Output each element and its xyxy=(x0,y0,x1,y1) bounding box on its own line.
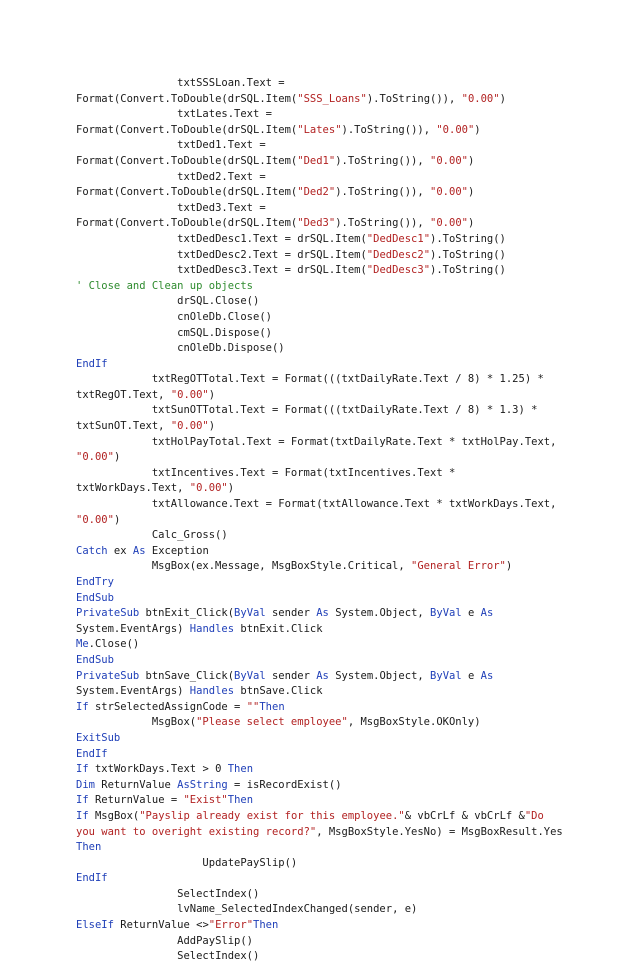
code-keyword: Me xyxy=(76,638,89,651)
code-keyword: Handles xyxy=(189,685,235,698)
code-text: txtDedDesc1.Text = drSQL.Item( xyxy=(177,232,367,245)
code-text: e xyxy=(461,607,481,620)
code-line xyxy=(76,279,621,295)
code-line xyxy=(76,201,621,217)
code-text: SelectIndex() xyxy=(177,887,260,900)
code-line xyxy=(76,419,621,435)
code-text: ).ToString()), xyxy=(335,154,431,167)
code-text: lvName_SelectedIndexChanged(sender, e) xyxy=(177,903,418,916)
code-keyword: Then xyxy=(227,794,254,807)
code-line xyxy=(76,575,621,591)
code-text: ) xyxy=(505,560,513,573)
code-text: txtSSSLoan.Text = xyxy=(177,77,285,89)
code-text: txtSunOTTotal.Text = Format(((txtDailyRate.Text / 8) * 1.3) * xyxy=(151,404,538,417)
code-text: System.Object, xyxy=(328,607,431,620)
code-keyword: ElseIf xyxy=(76,919,114,932)
code-text: txtHolPayTotal.Text = Format(txtDailyRate.Text * txtHolPay.Text, xyxy=(151,435,557,448)
code-line xyxy=(76,248,621,264)
code-line xyxy=(76,653,621,669)
code-text: MsgBox( xyxy=(151,716,197,729)
code-string: "0.00" xyxy=(430,154,468,167)
code-line xyxy=(76,871,621,887)
code-text: ReturnValue <> xyxy=(113,919,209,932)
code-keyword: EndSub xyxy=(76,653,114,666)
code-keyword: ByVal xyxy=(430,607,462,620)
code-string: "General Error" xyxy=(411,560,506,573)
code-string: "Lates" xyxy=(297,123,342,136)
code-line xyxy=(76,107,621,123)
code-keyword: As xyxy=(132,544,146,557)
code-text: ).ToString()), xyxy=(366,92,462,105)
code-line xyxy=(76,403,621,419)
code-line xyxy=(76,232,621,248)
code-string: "Ded2" xyxy=(297,186,336,199)
code-text: e xyxy=(461,669,481,682)
code-line xyxy=(76,918,621,934)
code-line xyxy=(76,341,621,357)
code-text: MsgBox(ex.Message, MsgBoxStyle.Critical, xyxy=(151,560,412,573)
code-line xyxy=(76,123,621,139)
code-text: ).ToString() xyxy=(430,248,506,261)
code-line xyxy=(76,92,621,108)
code-text: txtIncentives.Text = Format(txtIncentives.Text * xyxy=(151,466,456,479)
code-text: txtAllowance.Text = Format(txtAllowance.Text * txtWorkDays.Text, xyxy=(151,498,557,511)
code-keyword: EndSub xyxy=(76,591,114,604)
code-text: Calc_Gross() xyxy=(151,529,228,542)
code-keyword: PrivateSub xyxy=(76,669,140,682)
code-line xyxy=(76,840,621,856)
code-line xyxy=(76,684,621,700)
code-text: txtDed1.Text = xyxy=(177,139,266,152)
code-string: "0.00" xyxy=(430,217,468,230)
code-text: ) xyxy=(474,123,481,136)
code-string: "DedDesc1" xyxy=(366,232,431,245)
code-string: "0.00" xyxy=(76,513,114,526)
code-keyword: EndIf xyxy=(76,357,108,370)
code-text: UpdatePaySlip() xyxy=(202,856,298,869)
code-string: "Please select employee" xyxy=(196,716,348,729)
code-text: ) xyxy=(467,154,475,167)
code-text: MsgBox( xyxy=(88,809,140,822)
code-line xyxy=(76,294,621,310)
code-text: ) xyxy=(467,217,475,230)
code-string: "" xyxy=(246,700,260,713)
code-keyword: As xyxy=(480,607,494,620)
code-keyword: Then xyxy=(227,763,254,776)
code-text: txtDed3.Text = xyxy=(177,201,266,214)
code-text: ReturnValue = xyxy=(88,794,184,807)
code-keyword: If xyxy=(76,809,89,822)
code-keyword: AsString xyxy=(177,778,228,791)
code-text: ReturnValue xyxy=(94,778,178,791)
code-line xyxy=(76,887,621,903)
code-line xyxy=(76,902,621,918)
code-line xyxy=(76,856,621,872)
code-line xyxy=(76,513,621,529)
code-line xyxy=(76,559,621,575)
code-keyword: Handles xyxy=(189,622,235,635)
code-string: "0.00" xyxy=(436,123,475,136)
code-line xyxy=(76,778,621,794)
code-keyword: As xyxy=(316,607,329,620)
code-text: txtWorkDays.Text, xyxy=(76,482,190,495)
code-keyword: ByVal xyxy=(234,669,266,682)
code-text: , MsgBoxStyle.YesNo) = MsgBoxResult.Yes xyxy=(316,825,563,838)
code-text: strSelectedAssignCode = xyxy=(88,700,247,713)
code-line xyxy=(76,372,621,388)
code-text: btnSave_Click( xyxy=(139,669,235,682)
code-text: cnOleDb.Dispose() xyxy=(177,342,285,355)
code-text: System.EventArgs) xyxy=(76,685,190,698)
code-line xyxy=(76,497,621,513)
code-text: Format(Convert.ToDouble(drSQL.Item( xyxy=(76,186,298,199)
code-line xyxy=(76,138,621,154)
code-string: "Ded1" xyxy=(297,154,336,167)
code-text: Format(Convert.ToDouble(drSQL.Item( xyxy=(76,154,298,167)
code-line xyxy=(76,216,621,232)
code-string: "SSS_Loans" xyxy=(297,92,367,105)
code-line xyxy=(76,170,621,186)
code-text: .Close() xyxy=(88,638,140,651)
code-text: ) xyxy=(467,186,475,199)
code-text: System.EventArgs) xyxy=(76,622,190,635)
code-text: txtDedDesc2.Text = drSQL.Item( xyxy=(177,248,367,261)
code-text: txtWorkDays.Text > 0 xyxy=(88,763,228,776)
code-text: & vbCrLf & vbCrLf & xyxy=(404,809,525,822)
code-line xyxy=(76,747,621,763)
code-line xyxy=(76,185,621,201)
code-line xyxy=(76,825,621,841)
code-line xyxy=(76,326,621,342)
code-keyword: If xyxy=(76,763,89,776)
code-line xyxy=(76,466,621,482)
code-text: Format(Convert.ToDouble(drSQL.Item( xyxy=(76,92,298,105)
code-text: Format(Convert.ToDouble(drSQL.Item( xyxy=(76,217,298,230)
code-line xyxy=(76,154,621,170)
code-string: "Do xyxy=(524,809,544,822)
code-text: ) xyxy=(113,451,121,464)
code-text: ).ToString()), xyxy=(341,123,437,136)
code-line xyxy=(76,528,621,544)
code-string: you want to overight existing record?" xyxy=(76,825,317,838)
code-text: ) xyxy=(227,482,235,495)
code-line xyxy=(76,544,621,560)
code-comment: ' Close and Clean up objects xyxy=(76,279,254,292)
code-line xyxy=(76,762,621,778)
code-listing xyxy=(76,76,621,965)
code-text: txtDedDesc3.Text = drSQL.Item( xyxy=(177,264,367,277)
code-line xyxy=(76,700,621,716)
code-line xyxy=(76,793,621,809)
code-line xyxy=(76,949,621,965)
code-line xyxy=(76,715,621,731)
code-string: "Exist" xyxy=(183,794,228,807)
code-keyword: As xyxy=(316,669,329,682)
code-text: btnExit.Click xyxy=(234,622,323,635)
code-string: "0.00" xyxy=(430,186,468,199)
code-line xyxy=(76,76,621,92)
code-line xyxy=(76,934,621,950)
code-line xyxy=(76,637,621,653)
code-keyword: Then xyxy=(76,841,102,854)
code-text: cnOleDb.Close() xyxy=(177,310,272,323)
code-line xyxy=(76,606,621,622)
code-line xyxy=(76,263,621,279)
code-keyword: PrivateSub xyxy=(76,607,140,620)
code-text: Format(Convert.ToDouble(drSQL.Item( xyxy=(76,123,298,136)
code-text: Exception xyxy=(145,544,209,557)
code-line xyxy=(76,481,621,497)
code-text: sender xyxy=(265,669,317,682)
code-line xyxy=(76,435,621,451)
code-text: txtSunOT.Text, xyxy=(76,420,171,433)
code-text: drSQL.Close() xyxy=(177,295,260,308)
code-keyword: EndIf xyxy=(76,747,108,760)
code-text: ex xyxy=(107,544,133,557)
code-line xyxy=(76,591,621,607)
code-string: "0.00" xyxy=(461,92,500,105)
code-keyword: EndIf xyxy=(76,872,108,885)
code-text: ) xyxy=(113,513,121,526)
code-line xyxy=(76,809,621,825)
code-text: ).ToString() xyxy=(430,232,506,245)
code-string: "Error" xyxy=(208,919,254,932)
code-text: txtRegOT.Text, xyxy=(76,388,171,401)
code-string: "0.00" xyxy=(189,482,228,495)
code-keyword: EndTry xyxy=(76,576,114,588)
code-line xyxy=(76,669,621,685)
code-keyword: If xyxy=(76,794,89,807)
code-string: "Ded3" xyxy=(297,217,336,230)
code-text: ).ToString()), xyxy=(335,217,431,230)
code-keyword: Then xyxy=(253,919,279,932)
code-text: System.Object, xyxy=(328,669,431,682)
code-string: "0.00" xyxy=(76,451,114,464)
code-keyword: If xyxy=(76,700,89,713)
code-keyword: As xyxy=(480,669,494,682)
code-text: ).ToString() xyxy=(430,264,506,277)
code-text: btnExit_Click( xyxy=(139,607,235,620)
code-line xyxy=(76,450,621,466)
code-text: ).ToString()), xyxy=(335,186,431,199)
code-keyword: Dim xyxy=(76,778,95,791)
code-text: txtLates.Text = xyxy=(177,108,272,121)
code-text: ) xyxy=(208,420,216,433)
code-text: AddPaySlip() xyxy=(177,934,253,947)
code-keyword: Catch xyxy=(76,544,108,557)
code-string: "0.00" xyxy=(170,420,209,433)
code-text: ) xyxy=(499,92,506,105)
code-string: "DedDesc3" xyxy=(366,264,431,277)
code-line xyxy=(76,731,621,747)
code-text: txtDed2.Text = xyxy=(177,170,266,183)
code-string: "0.00" xyxy=(170,388,209,401)
code-text: btnSave.Click xyxy=(234,685,323,698)
code-text: sender xyxy=(265,607,317,620)
code-keyword: ByVal xyxy=(430,669,462,682)
code-line xyxy=(76,388,621,404)
code-text: ) xyxy=(208,388,216,401)
code-line xyxy=(76,310,621,326)
code-text: = isRecordExist() xyxy=(227,778,342,791)
code-string: "Payslip already exist for this employee." xyxy=(139,809,405,822)
code-text: txtRegOTTotal.Text = Format(((txtDailyRate.Text / 8) * 1.25) * xyxy=(151,373,544,386)
code-keyword: Then xyxy=(259,700,285,713)
code-line xyxy=(76,357,621,373)
code-text: cmSQL.Dispose() xyxy=(177,326,272,339)
code-text: SelectIndex() xyxy=(177,950,260,963)
code-line xyxy=(76,622,621,638)
code-text: , MsgBoxStyle.OKOnly) xyxy=(347,716,481,729)
code-keyword: ExitSub xyxy=(76,731,121,744)
code-string: "DedDesc2" xyxy=(366,248,431,261)
code-keyword: ByVal xyxy=(234,607,266,620)
